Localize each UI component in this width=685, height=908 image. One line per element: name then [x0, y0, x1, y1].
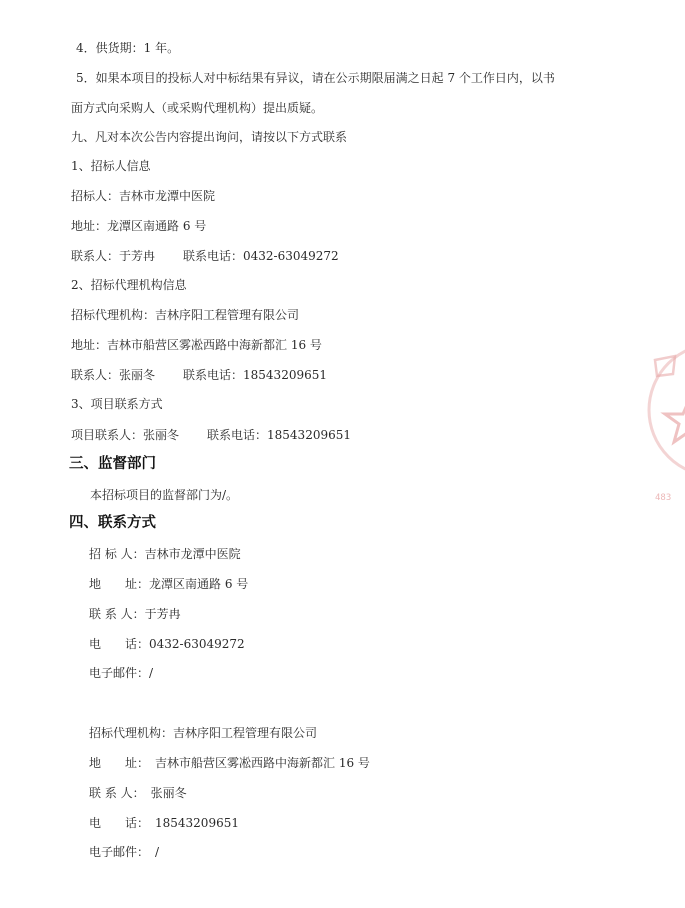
tenderer-contact-line [71, 248, 339, 264]
project-contact-person: 项目联系人：张丽冬 [71, 428, 180, 442]
agency-contact-phone: 联系电话：18543209651 [183, 368, 327, 382]
contact-tenderer-line: 招 标 人：吉林市龙潭中医院 [89, 547, 241, 561]
agency-contact-email-line: 电子邮件： / [89, 845, 160, 859]
agency-address-line: 地址：吉林市船营区雾凇西路中海新都汇 16 号 [71, 338, 322, 352]
contact-email-line: 电子邮件：/ [89, 666, 154, 680]
agency-contact-address-line: 地 址： 吉林市船营区雾凇西路中海新都汇 16 号 [89, 756, 370, 770]
section-tenderer-info: 1、招标人信息 [71, 159, 151, 173]
official-seal-fragment [645, 330, 685, 520]
section-agency-info: 2、招标代理机构信息 [71, 278, 187, 292]
heading-supervision: 三、监督部门 [69, 456, 156, 472]
project-contact-line [71, 427, 351, 443]
objection-line: 5．如果本项目的投标人对中标结果有异议，请在公示期限届满之日起 7 个工作日内，以书 [76, 71, 555, 85]
contact-address-line: 地 址：龙潭区南通路 6 号 [89, 577, 249, 591]
contact-phone-line: 电 话：0432-63049272 [89, 637, 245, 651]
agency-contact-line [71, 367, 327, 383]
tenderer-address-line: 地址：龙潭区南通路 6 号 [71, 219, 207, 233]
supervision-line: 本招标项目的监督部门为/。 [90, 488, 239, 502]
agency-contact-name-line: 招标代理机构：吉林序阳工程管理有限公司 [89, 726, 318, 740]
agency-contact-person-line: 联 系 人： 张丽冬 [89, 786, 187, 800]
tenderer-contact-person: 联系人：于芳冉 [71, 249, 156, 263]
contact-person-line: 联 系 人：于芳冉 [89, 607, 181, 621]
project-contact-phone: 联系电话：18543209651 [207, 428, 351, 442]
section-project-contact: 3、项目联系方式 [71, 397, 163, 411]
tenderer-name-line: 招标人：吉林市龙潭中医院 [71, 189, 216, 203]
seal-number-text: 483 [655, 493, 672, 503]
tenderer-contact-phone: 联系电话：0432-63049272 [183, 249, 339, 263]
agency-name-line: 招标代理机构：吉林序阳工程管理有限公司 [71, 308, 300, 322]
agency-contact-person: 联系人：张丽冬 [71, 368, 156, 382]
agency-contact-phone-line: 电 话： 18543209651 [89, 816, 239, 830]
objection-line-cont: 面方式向采购人（或采购代理机构）提出质疑。 [71, 101, 324, 115]
heading-contact: 四、联系方式 [69, 515, 156, 531]
supply-period-line: 4．供货期：1 年。 [76, 41, 180, 55]
inquiry-line: 九、凡对本次公告内容提出询问，请按以下方式联系 [71, 130, 348, 144]
